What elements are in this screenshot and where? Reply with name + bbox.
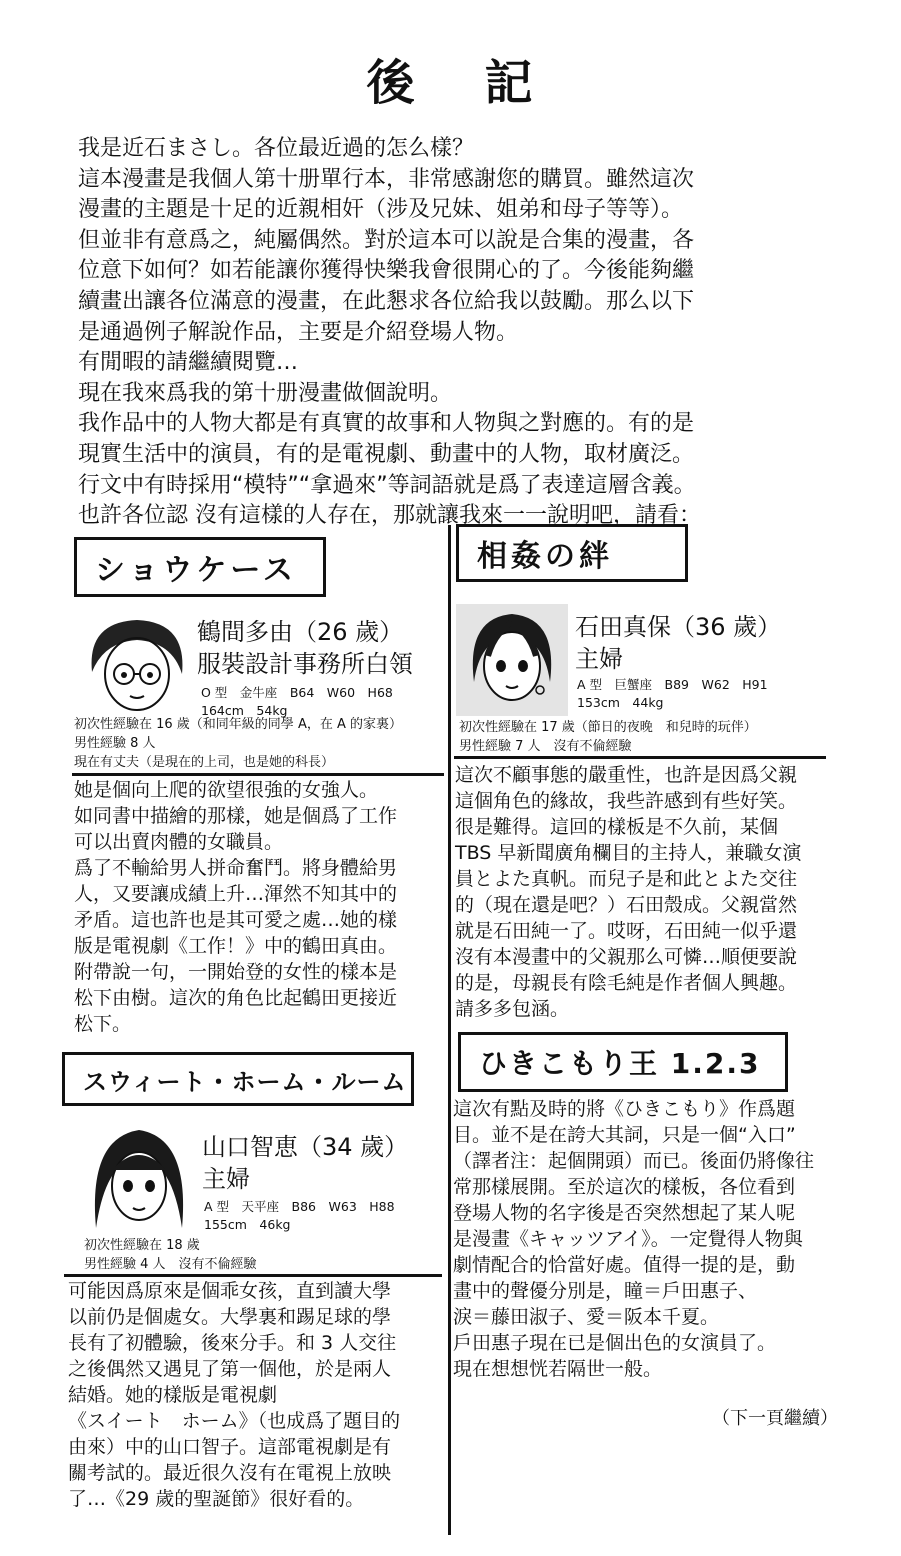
character-name-ishida: 石田真保（36 歲） [575,613,782,641]
body-line: 登場人物的名字後是否突然想起了某人呢 [453,1202,796,1224]
body-line: 員とよた真帆。而兒子是和此とよた交往 [455,868,798,890]
column-divider [448,525,451,1535]
body-line: 就是石田純一了。哎呀，石田純一似乎還 [455,920,798,942]
body-line: 附帶說一句，一開始登的女性的樣本是 [74,961,398,983]
section-title-hikikomori: ひきこもり王 1.2.3 [458,1032,788,1092]
section-title-showcase: ショウケース [74,537,326,597]
body-line: 沒有本漫畫中的父親那么可憐…順便要說 [455,946,798,968]
intro-line: 這本漫畫是我個人第十册單行本，非常感謝您的購買。雖然這次 [78,166,695,192]
experience-line: 現在有丈夫（是現在的上司，也是她的科長） [74,755,335,770]
experience-line: 男性經驗 7 人 沒有不倫經驗 [459,739,632,754]
body-line: 現在想想恍若隔世一般。 [453,1358,663,1380]
intro-line: 現在我來爲我的第十册漫畫做個說明。 [78,380,453,406]
character-experience-ishida [459,718,757,756]
body-line: 這次不顧事態的嚴重性，也許是因爲父親 [455,764,798,786]
body-line: 版是電視劇《工作！》中的鶴田真由。 [74,935,398,957]
experience-line: 男性經驗 4 人 沒有不倫經驗 [84,1257,257,1272]
body-line: 這次有點及時的將《ひきこもり》作爲題 [453,1098,796,1120]
body-line: 的是，母親長有陰毛純是作者個人興趣。 [455,972,798,994]
character-experience-yamaguchi [84,1236,257,1274]
body-line: 結婚。她的樣版是電視劇 [68,1384,278,1406]
stats-line: O 型 金牛座 B64 W60 H68 [201,685,393,700]
intro-line: 現實生活中的演員，有的是電視劇、動畫中的人物，取材廣泛。 [78,441,695,467]
body-line: 這個角色的緣故，我些許感到有些好笑。 [455,790,798,812]
character-role-tsuruma: 服裝設計事務所白領 [197,650,413,678]
intro-line: 我作品中的人物大都是有真實的故事和人物與之對應的。有的是 [78,411,695,437]
body-line: 松下。 [74,1013,132,1035]
intro-line: 漫畫的主題是十足的近親相奸（涉及兄妹、姐弟和母子等等）。 [78,197,684,223]
intro-line: 行文中有時採用“模特”“拿過來”等詞語就是爲了表達這層含義。 [78,472,696,498]
body-line: 之後偶然又遇見了第一個他，於是兩人 [68,1358,392,1380]
section-body-sweethome [68,1278,400,1512]
intro-line: 我是近石まさし。各位最近過的怎么樣？ [78,136,475,161]
body-line: （譯者注：起個開頭）而已。後面仍將像往 [453,1150,815,1172]
section-body-showcase [74,777,397,1037]
body-line: 關考試的。最近很久沒有在電視上放映 [68,1462,392,1484]
body-line: 請多多包涵。 [455,998,570,1020]
body-line: 長有了初體驗，後來分手。和 3 人交往 [68,1332,397,1354]
body-line: 由來）中的山口智子。這部電視劇是有 [68,1436,392,1458]
section-body-aikan [455,762,801,1022]
body-line: 畫中的聲優分別是，瞳＝戶田惠子、 [453,1280,758,1302]
body-line: 很是難得。這回的樣板是不久前，某個 [455,816,779,838]
body-line: 松下由樹。這次的角色比起鶴田更接近 [74,987,398,1009]
body-line: 爲了不輸給男人拼命奮鬥。將身體給男 [74,857,398,879]
body-line: 是漫畫《キャッツアイ》。一定覺得人物與 [453,1228,803,1250]
portrait-tsuruma [82,612,192,714]
page-title-char-1: 後 [366,55,417,111]
portrait-yamaguchi [88,1120,190,1232]
experience-line: 初次性經驗在 18 歲 [84,1238,200,1253]
character-role-yamaguchi: 主婦 [202,1165,250,1193]
section-title-sweethome: スウィート・ホーム・ルーム [62,1052,414,1106]
intro-line: 位意下如何？如若能讓你獲得快樂我會很開心的了。今後能夠繼 [78,258,695,284]
intro-line: 也許各位認 沒有這樣的人存在，那就讓我來一一說明吧，請看： [78,503,701,529]
character-stats-yamaguchi [204,1198,395,1234]
section-body-hikikomori [453,1096,814,1382]
body-line: 可能因爲原來是個乖女孩，直到讀大學 [68,1280,392,1302]
intro-line: 續畫出讓各位滿意的漫畫，在此懇求各位給我以鼓勵。那么以下 [78,288,695,314]
stats-line: 153cm 44kg [577,695,664,710]
stats-line: A 型 天平座 B86 W63 H88 [204,1199,395,1214]
body-line: 目。並不是在誇大其詞，只是一個“入口” [453,1124,796,1146]
body-line: TBS 早新聞廣角欄目的主持人，兼職女演 [455,842,802,864]
experience-line: 男性經驗 8 人 [74,736,156,751]
divider-sweethome [64,1274,442,1277]
section-title-aikan: 相姦の絆 [456,524,688,582]
stats-line: 164cm 54kg [201,703,288,718]
character-name-tsuruma: 鶴間多由（26 歲） [197,618,404,646]
body-line: 可以出賣肉體的女職員。 [74,831,284,853]
character-stats-ishida [577,676,768,712]
character-role-ishida: 主婦 [575,645,623,673]
portrait-ishida [456,604,568,716]
experience-line: 初次性經驗在 17 歲（節日的夜晚 和兒時的玩伴） [459,720,757,735]
stats-line: A 型 巨蟹座 B89 W62 H91 [577,677,768,692]
character-name-yamaguchi: 山口智恵（34 歲） [202,1133,409,1161]
body-line: 以前仍是個處女。大學裏和踢足球的學 [68,1306,392,1328]
body-line: 了…《29 歲的聖誕節》很好看的。 [68,1488,365,1510]
body-line: 戶田惠子現在已是個出色的女演員了。 [453,1332,777,1354]
body-line: 常那樣展開。至於這次的樣板，各位看到 [453,1176,796,1198]
intro-line: 但並非有意爲之，純屬偶然。對於這本可以說是合集的漫畫，各 [78,227,695,253]
body-line: 《スイート ホーム》（也成爲了題目的 [68,1410,401,1432]
divider-aikan [454,756,826,759]
divider-showcase [72,773,444,776]
body-line: 淚＝藤田淑子、愛＝阪本千夏。 [453,1306,720,1328]
page-title [0,44,901,113]
experience-line: 初次性經驗在 16 歲（和同年級的同學 A，在 A 的家裏） [74,717,402,732]
page-title-char-2: 記 [484,55,535,111]
body-line: 矛盾。這也許也是其可愛之處…她的樣 [74,909,398,931]
body-line: 她是個向上爬的欲望很強的女強人。 [74,779,379,801]
intro-line: 是通過例子解說作品，主要是介紹登場人物。 [78,319,519,345]
character-experience-tsuruma [74,715,402,772]
body-line: 如同書中描繪的那樣，她是個爲了工作 [74,805,398,827]
stats-line: 155cm 46kg [204,1217,291,1232]
body-line: 的（現在還是吧？）石田殼成。父親當然 [455,894,798,916]
intro-line: 有閒暇的請繼續閱覽… [78,350,299,376]
continue-note: （下一頁繼續） [712,1408,838,1429]
body-line: 人，又要讓成績上升…渾然不知其中的 [74,883,398,905]
intro-text [78,134,848,532]
body-line: 劇情配合的恰當好處。值得一提的是，動 [453,1254,796,1276]
